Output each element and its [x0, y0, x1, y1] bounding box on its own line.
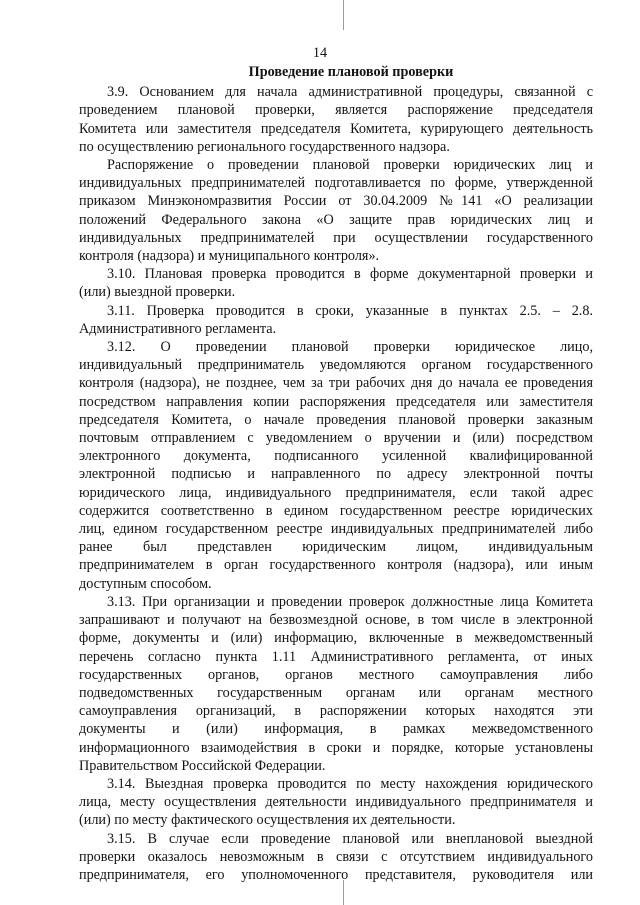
text-line: Административного регламента. [79, 320, 277, 337]
text-line: 3.11. Проверка проводится в сроки, указанные в пунктах 2.5. – 2.8. [107, 302, 593, 319]
text-line: по осуществлению регионального государственного надзора. [79, 138, 450, 155]
text-line: (или) выездной проверки. [79, 284, 236, 301]
paragraphs [79, 83, 593, 884]
text-line: проверки оказалось невозможным в связи с отсутствием индивидуального [79, 848, 593, 865]
paragraph-p3-9 [79, 83, 593, 156]
text-line: лица, месту осуществления деятельности индивидуального предпринимателя и [79, 794, 593, 811]
text-line: посредством направления копии распоряжения председателя или заместителя [79, 393, 593, 410]
text-line: положений Федерального закона «О защите прав юридических лиц и [79, 211, 593, 228]
text-line: 3.10. Плановая проверка проводится в форме документарной проверки и [107, 266, 593, 283]
text-line: ранее был представлен юридическим лицом, индивидуальным [79, 539, 593, 556]
text-line: контроля (надзора) и муниципального контроля». [79, 248, 380, 265]
text-line: индивидуальных предпринимателей при осуществлении государственного [79, 229, 593, 246]
text-line: подведомственных государственным органам или органам местного [79, 684, 593, 701]
section-title: Проведение плановой проверки [248, 64, 454, 80]
paragraph-p3-14 [79, 775, 593, 830]
text-line: Комитета или заместителя председателя Комитета, курирующего деятельность [79, 120, 593, 137]
text-line: электронного документа, подписанного усиленной квалифицированной [79, 448, 593, 465]
text-line: доступным способом. [79, 575, 212, 592]
text-line: проведением плановой проверки, является распоряжение председателя [79, 102, 593, 119]
text-line: почтовым отправлением с уведомлением о вручении и (или) посредством [79, 430, 593, 447]
paragraph-p3-12 [79, 338, 593, 593]
text-line: 3.15. В случае если проведение плановой или внеплановой выездной [107, 830, 593, 847]
text-line: лиц, едином государственном реестре индивидуальных предпринимателей либо [79, 521, 593, 538]
text-line: 3.9. Основанием для начала административной процедуры, связанной с [107, 84, 593, 101]
text-line: перечень согласно пункта 1.11 Административного регламента, от иных [79, 648, 593, 665]
paragraph-p3-10 [79, 265, 593, 301]
fold-mark [343, 0, 344, 30]
text-line: форме, документы и (или) информацию, включенные в межведомственный [79, 630, 593, 647]
text-line: предпринимателем в орган государственного контроля (надзора), или иным [79, 557, 593, 574]
text-line: индивидуальный предприниматель уведомляются органом государственного [79, 357, 593, 374]
text-line: самоуправления организаций, в распоряжении которых находятся эти [79, 703, 593, 720]
text-line: (или) по месту фактического осуществления их деятельности. [79, 812, 456, 829]
text-line: запрашивают и получают на безвозмездной основе, в том числе в электронной [79, 612, 593, 629]
document-body [79, 63, 593, 884]
text-line: Правительством Российской Федерации. [79, 757, 326, 774]
text-line: предпринимателя, его уполномоченного представителя, руководителя или [79, 866, 593, 883]
text-line: приказом Минэкономразвития России от 30.04.2009 №141 «О реализации [79, 193, 593, 210]
text-line: документы и (или) информация, в рамках межведомственного [79, 721, 593, 738]
text-line: электронной подписью и направленного по адресу электронной почты [79, 466, 593, 483]
text-line: индивидуальных предпринимателей подготавливается по форме, утвержденной [79, 175, 593, 192]
paragraph-p3-13 [79, 593, 593, 775]
page-number: 14 [312, 45, 328, 61]
text-line: Распоряжение о проведении плановой проверки юридических лиц и [107, 157, 593, 174]
paragraph-p-rasp [79, 156, 593, 265]
text-line: 3.12. О проведении плановой проверки юридическое лицо, [107, 339, 593, 356]
paragraph-p3-11 [79, 302, 593, 338]
text-line: юридического лица, индивидуального предпринимателя, если такой адрес [79, 484, 593, 501]
text-line: 3.13. При организации и проведении проверок должностные лица Комитета [107, 593, 593, 610]
text-line: контроля (надзора), не позднее, чем за три рабочих дня до начала ее проведения [79, 375, 593, 392]
paragraph-p3-15 [79, 830, 593, 885]
text-line: содержится соответственно в едином государственном реестре юридических [79, 502, 593, 519]
text-line: 3.14. Выездная проверка проводится по месту нахождения юридического [107, 775, 593, 792]
text-line: председателя Комитета, о начале проведения плановой проверки заказным [79, 411, 593, 428]
text-line: государственных органов, органов местного самоуправления либо [79, 666, 593, 683]
text-line: информационного взаимодействия в сроки и порядке, которые установлены [79, 739, 593, 756]
